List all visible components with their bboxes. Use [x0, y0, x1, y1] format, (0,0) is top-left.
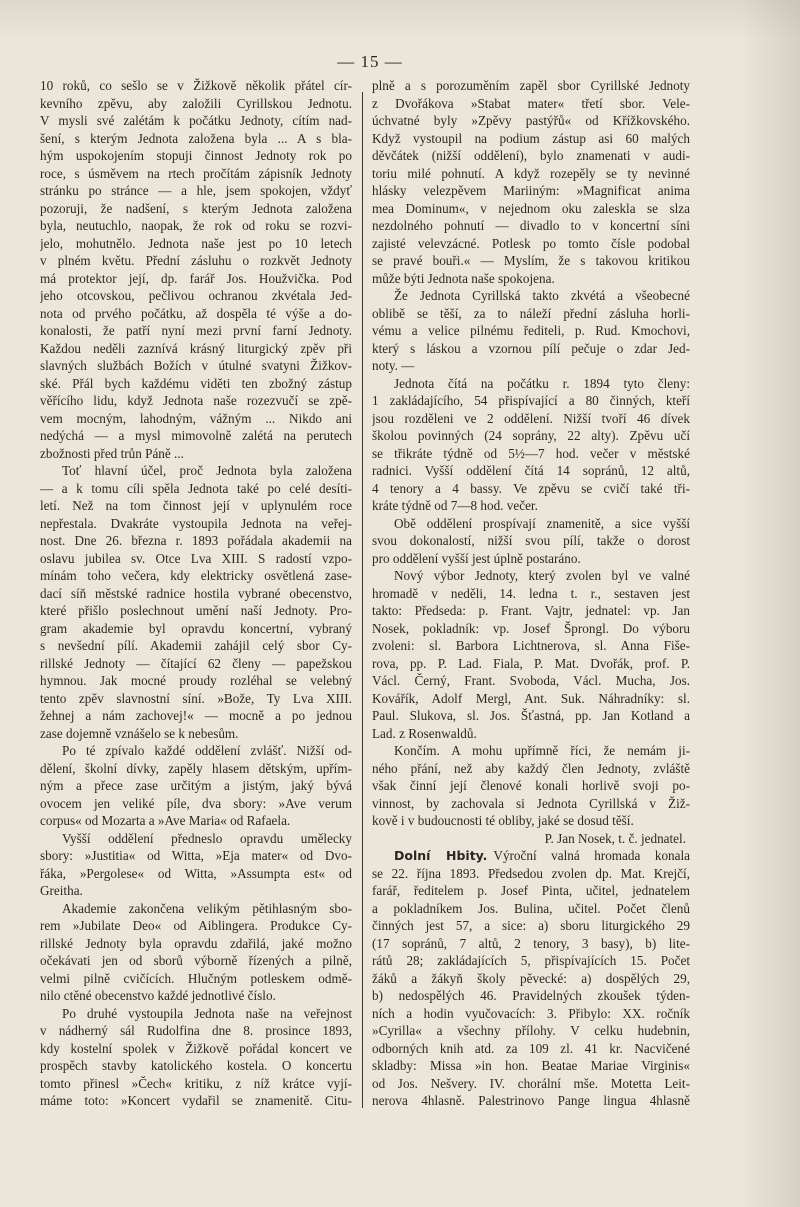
- text-line: Jednota čítá na počátku r. 1894 tyto členy:: [394, 375, 690, 391]
- text-line: Václ. Černý, Frant. Svoboda, Václ. Mucha, Jos.: [372, 673, 690, 688]
- paragraph: [372, 77, 690, 287]
- text-line: plně a s porozuměním zapěl sbor Cyrillské Jednoty: [372, 78, 690, 93]
- text-line: toriu milé pohnutí. A když rozepěly se ty nevinné: [372, 165, 690, 181]
- text-line: 4 tenory a 4 bassy. Ve zpěvu se cvičí také tři-: [372, 480, 690, 496]
- text-line: b) nedospělých 46. Pravidelných zkoušek týden-: [372, 988, 690, 1003]
- right-column: [372, 77, 690, 1110]
- text-line: se 22. října 1893. Předsedou zvolen dp. Mat. Krejčí,: [372, 865, 690, 881]
- section-paragraph: [372, 847, 690, 1110]
- text-line: hymnou. Jak mocné proudy rozléhal se velebný: [40, 673, 352, 688]
- text-line: zajisté velevzácné. Potlesk po tomto čísle podobal: [372, 235, 690, 251]
- text-line: vinnost, by zachovala si Jednota Cyrillská v Žiž-: [372, 795, 690, 811]
- text-line: rillské Jednoty byla opravdu zdařilá, jaké možno: [40, 935, 352, 951]
- text-line: se pravé bouři.« — Myslím, že s takovou kritikou: [372, 253, 690, 268]
- text-line: z Dvořákova »Stabat mater« třetí sbor. Vele-: [372, 95, 690, 111]
- text-line: Kovářík, Adolf Mergl, Ant. Suk. Náhradníky: sl.: [372, 690, 690, 706]
- text-line: nedýchá — a mysl mimovolně zalétá na perutech: [40, 428, 352, 443]
- paragraph: [372, 515, 690, 568]
- text-line: ních a hodin vyučovacích: 3. Přibylo: XX. ročník: [372, 1005, 690, 1021]
- text-line: vému a velice pilnému řediteli, p. Rud. Kmochovi,: [372, 323, 690, 338]
- text-line: Že Jednota Cyrillská takto zkvétá a všeobecné: [394, 288, 690, 303]
- text-line: děvčátek (nižší oddělení), bylo znamenati v audi-: [372, 148, 690, 163]
- text-line: velmi pilně cvičících. Hlučným potleskem odmě-: [40, 970, 352, 986]
- paragraph: [372, 567, 690, 742]
- text-line: nost. Dne 26. března r. 1893 pořádala akademii na: [40, 533, 352, 548]
- text-line: [372, 847, 690, 865]
- paragraph: [40, 462, 352, 742]
- text-line: s nevšední pílí. Akademii zahájil celý sbor Cy-: [40, 638, 352, 653]
- text-line: odborných knih atd. za 109 zl. 41 kr. Nacvičené: [372, 1040, 690, 1056]
- text-line: jelo, mohutnělo. Jednota naše jest po 10 letech: [40, 235, 352, 251]
- text-line: mea Dominum«, v nejednom oku zaleskla se slza: [372, 200, 690, 216]
- text-line: Každou neděli zaznívá krásný liturgický zpěv při: [40, 340, 352, 356]
- text-line: corpus« od Mozarta a »Ave Maria« od Rafaela.: [40, 813, 291, 828]
- text-line: jsou rozděleni ve 2 oddělení. Nižší tvoří 46 dívek: [372, 410, 690, 426]
- text-line: ným a přece zase určitým a jistým, jaký bývá: [40, 778, 352, 793]
- text-line: slavných službách Božích v útulné svatyni Žižkov-: [40, 358, 352, 373]
- text-line: kdy kostelní spolek v Žižkově pořádal koncert ve: [40, 1040, 352, 1056]
- text-line: konalosti, že patří nyní mezi první farní Jednoty.: [40, 323, 352, 338]
- text-line: rova, pp. P. Lad. Fiala, P. Mat. Dvořák, prof. P.: [372, 655, 690, 671]
- text-line: Lad. z Rosenwaldů.: [372, 725, 477, 741]
- paragraph: [372, 375, 690, 515]
- text-line: nota od prvého počátku, až dospěla té výše a do-: [40, 305, 352, 321]
- paragraph: [40, 830, 352, 900]
- text-line: noty. —: [372, 358, 415, 373]
- text-line: Nový výbor Jednoty, který zvolen byl ve valné: [394, 568, 690, 583]
- text-line: Akademie zakončena velikým pětihlasným sbo-: [62, 900, 352, 916]
- text-line: v plném květu. Přední zásluhu o rozkvět Jednoty: [40, 253, 352, 268]
- text-line: úchvatné byly »Zpěvy pastýřů« od Křížkovského.: [372, 113, 690, 128]
- page-number: — 15 —: [337, 52, 403, 71]
- signature: [372, 830, 690, 848]
- text-line: Paul. Slukova, sl. Jos. Šťastná, pp. Jan Kotland a: [372, 708, 690, 723]
- text-line: Nosek, pokladník: vp. Josef Šprongl. Do výboru: [372, 620, 690, 636]
- text-line: nepřestala. Dvakráte vystoupila Jednota na veřej-: [40, 515, 352, 531]
- text-line: kevního zpěvu, aby založili Cyrillskou Jednotu.: [40, 95, 352, 111]
- text-line: stránku po stránce — a hle, jsem spokojen, vždyť: [40, 183, 352, 198]
- text-line-content: Výroční valná hromada konala: [493, 848, 690, 863]
- text-line: máme toto: »Koncert vydařil se znamenitě. Citu-: [40, 1093, 352, 1108]
- paper-shading: [0, 0, 800, 40]
- text-line: v nádherný sál Rudolfina dne 8. prosince 1893,: [40, 1023, 352, 1038]
- text-line: Po druhé vystoupila Jednota naše na veřejnost: [62, 1005, 352, 1021]
- text-line: který s láskou a vzornou pílí pečuje o zdar Jed-: [372, 340, 690, 356]
- text-line: svou dokonalostí, nižší svou pílí, takže o dorost: [372, 533, 690, 548]
- text-line: roce, s úsměvem na rtech pročítám zápisník Jednoty: [40, 165, 352, 181]
- text-line: rem »Jubilate Deo« od Aiblingera. Produkce Cy-: [40, 918, 352, 933]
- text-line: Po té zpívalo každé oddělení zvlášť. Nižší od-: [62, 743, 352, 758]
- text-line: šení, s kterým Jednota založena byla ... A s bla-: [40, 130, 352, 146]
- text-line: Greitha.: [40, 883, 83, 898]
- text-line: které přišlo poslechnout umění naší Jednoty. Pro-: [40, 603, 352, 618]
- text-line: Vyšší oddělení předneslo opravdu umělecky: [62, 830, 352, 846]
- column-divider: [362, 92, 363, 1108]
- text-line: »Cyrilla« a všechny přílohy. V celku hudebnin,: [372, 1023, 690, 1038]
- text-line: očekávati jen od sborů výborně řízených a pilně,: [40, 953, 352, 968]
- text-line: zase dojemně vznášelo se k nebesům.: [40, 725, 239, 741]
- text-line: sbory: »Justitia« od Witta, »Eja mater« od Dvo-: [40, 848, 352, 863]
- left-column: [40, 77, 352, 1110]
- text-line: farář, ředitelem p. Josef Pinta, učitel, jednatelem: [372, 883, 690, 898]
- text-line: kově i v budoucnosti té obliby, jaké se dosud těší.: [372, 813, 634, 828]
- text-line: nerova 4hlasně. Palestrinovo Pange lingua 4hlasně: [372, 1093, 690, 1108]
- paper-edge-shading: [740, 0, 800, 1207]
- text-line: žehnej a nám zachovej!« — mocně a po jednou: [40, 708, 352, 723]
- text-line: pozoruji, že nadšení, s kterým Jednota založena: [40, 200, 352, 216]
- text-line: 10 roků, co sešlo se v Žižkově několik přátel cír-: [40, 78, 352, 93]
- text-line: ské. Přál bych každému viděti ten zbožný zástup: [40, 375, 352, 391]
- text-line: má protektor její, dp. farář Jos. Houžvička. Pod: [40, 270, 352, 286]
- text-line: V mysli své zalétám k počátku Jednoty, cítím nad-: [40, 113, 352, 128]
- text-line: letí. Než na tom činnost její v uplynulém roce: [40, 498, 352, 513]
- paragraph: [40, 900, 352, 1005]
- text-line: nezdolného pohnutí — divadlo to v koncertní síni: [372, 218, 690, 233]
- text-line: 1 zakládajícího, 54 přispívající a 80 činných, kteří: [372, 393, 690, 408]
- text-line: gram akademie byl opravdu koncertní, vybraný: [40, 620, 352, 636]
- text-line: oslavu jubilea sv. Otce Lva XIII. S radostí vzpo-: [40, 550, 352, 566]
- text-line: hromadě v neděli, 14. ledna t. r., sestaven jest: [372, 585, 690, 601]
- paragraph: [372, 287, 690, 375]
- text-line: a pokladníkem Jos. Bulina, učitel. Počet členů: [372, 900, 690, 916]
- text-line: zbožnosti před trůn Páně ...: [40, 445, 184, 461]
- text-line: tomto přinesl »Čech« kritiku, z níž krátce vyjí-: [40, 1075, 352, 1091]
- text-line: věřícího lidu, když Jednota naše rozezvučí se zpě-: [40, 393, 352, 408]
- text-line: hlásky velezpěvem Mariiným: »Magnificat anima: [372, 183, 690, 198]
- text-line: takto: Předseda: p. Frant. Vajtr, jednatel: vp. Jan: [372, 603, 690, 618]
- text-line: činných jest 57, a sice: a) sboru liturgického 29: [372, 918, 690, 933]
- text-line: P. Jan Nosek, t. č. jednatel.: [544, 830, 686, 846]
- text-line: zvoleni: sl. Barbora Lichtnerova, sl. Anna Fiše-: [372, 638, 690, 653]
- text-line: radnici. Vyšší oddělení čítá 14 sopránů, 12 altů,: [372, 463, 690, 478]
- text-line: ného přání, než aby každý člen Jednoty, zvláště: [372, 760, 690, 776]
- paragraph: [40, 77, 352, 462]
- text-line: řáka, »Pergolese« od Witta, »Assumpta est« od: [40, 865, 352, 881]
- text-line: se třikráte týdně od 5½—7 hod. večer v městské: [372, 445, 690, 461]
- text-line: žáků a žákyň školy pěvecké: a) dospělých 29,: [372, 970, 690, 986]
- text-line: dělení, školní dívky, zapěly hlasem dětským, upřím-: [40, 760, 352, 776]
- text-line: školou povinných (24 soprány, 22 alty). Zpěvu učí: [372, 428, 690, 443]
- paragraph: [372, 742, 690, 830]
- text-line: (17 sopránů, 7 altů, 2 tenory, 3 basy), b) lite-: [372, 935, 690, 951]
- text-line: ovocem jen veliké píle, dva sbory: »Ave verum: [40, 795, 352, 811]
- text-line: byla, neutuchlo, naopak, že rok od roku se rozvi-: [40, 218, 352, 233]
- text-line: — a k tomu cíli spěla Jednota také po celé desíti-: [40, 480, 352, 496]
- text-line: Když vystoupil na podium zástup asi 60 malých: [372, 130, 690, 146]
- text-line: oblibě se těší, za to náleží přední zásluha horli-: [372, 305, 690, 321]
- text-line: od Jos. Nešvery. IV. chorální mše. Motetta Leit-: [372, 1075, 690, 1091]
- text-line: jeho otcovskou, pečlivou ochranou zkvétala Jed-: [40, 288, 352, 303]
- section-heading: Dolní Hbity.: [394, 848, 488, 863]
- text-line: rátů 28; zakládajících 5, přispívajících 15. Počet: [372, 953, 690, 968]
- paragraph: [40, 742, 352, 830]
- text-line: pro oddělení vyšší jest úplně postaráno.: [372, 550, 581, 566]
- paragraph: [40, 1005, 352, 1110]
- text-line: vem mocným, lahodným, vážným ... Nikdo ani: [40, 410, 352, 426]
- text-line: dací síň městské radnice hostila vybrané obecenstvo,: [40, 585, 352, 601]
- text-line: prospěch stavby katolického kostela. O koncertu: [40, 1058, 352, 1073]
- text-line: tento zpěv slavnostní síní. »Bože, Ty Lva XIII.: [40, 690, 352, 706]
- text-line: Končím. A mohu upřímně říci, že nemám ji-: [394, 743, 690, 758]
- text-line: Toť hlavní účel, proč Jednota byla založena: [62, 463, 352, 478]
- text-line: Obě oddělení prospívají znamenitě, a sice vyšší: [394, 515, 690, 531]
- text-line: kráte týdně od 7—8 hod. večer.: [372, 498, 538, 513]
- text-line: mínám toho večera, kdy elektricky osvětlená zase-: [40, 568, 352, 583]
- text-line: hým uspokojením stopuji činnost Jednoty rok po: [40, 148, 352, 163]
- text-line: skladby: Missa »in hon. Beatae Mariae Virginis«: [372, 1058, 690, 1073]
- text-line: může býti Jednota naše spokojena.: [372, 270, 555, 286]
- text-line: však činní její členové konali horlivě svoji po-: [372, 778, 690, 793]
- text-line: rillské Jednoty — čítající 62 členy — papežskou: [40, 655, 352, 671]
- text-line: nilo ctěné obecenstvo každé jednotlivé číslo.: [40, 988, 276, 1003]
